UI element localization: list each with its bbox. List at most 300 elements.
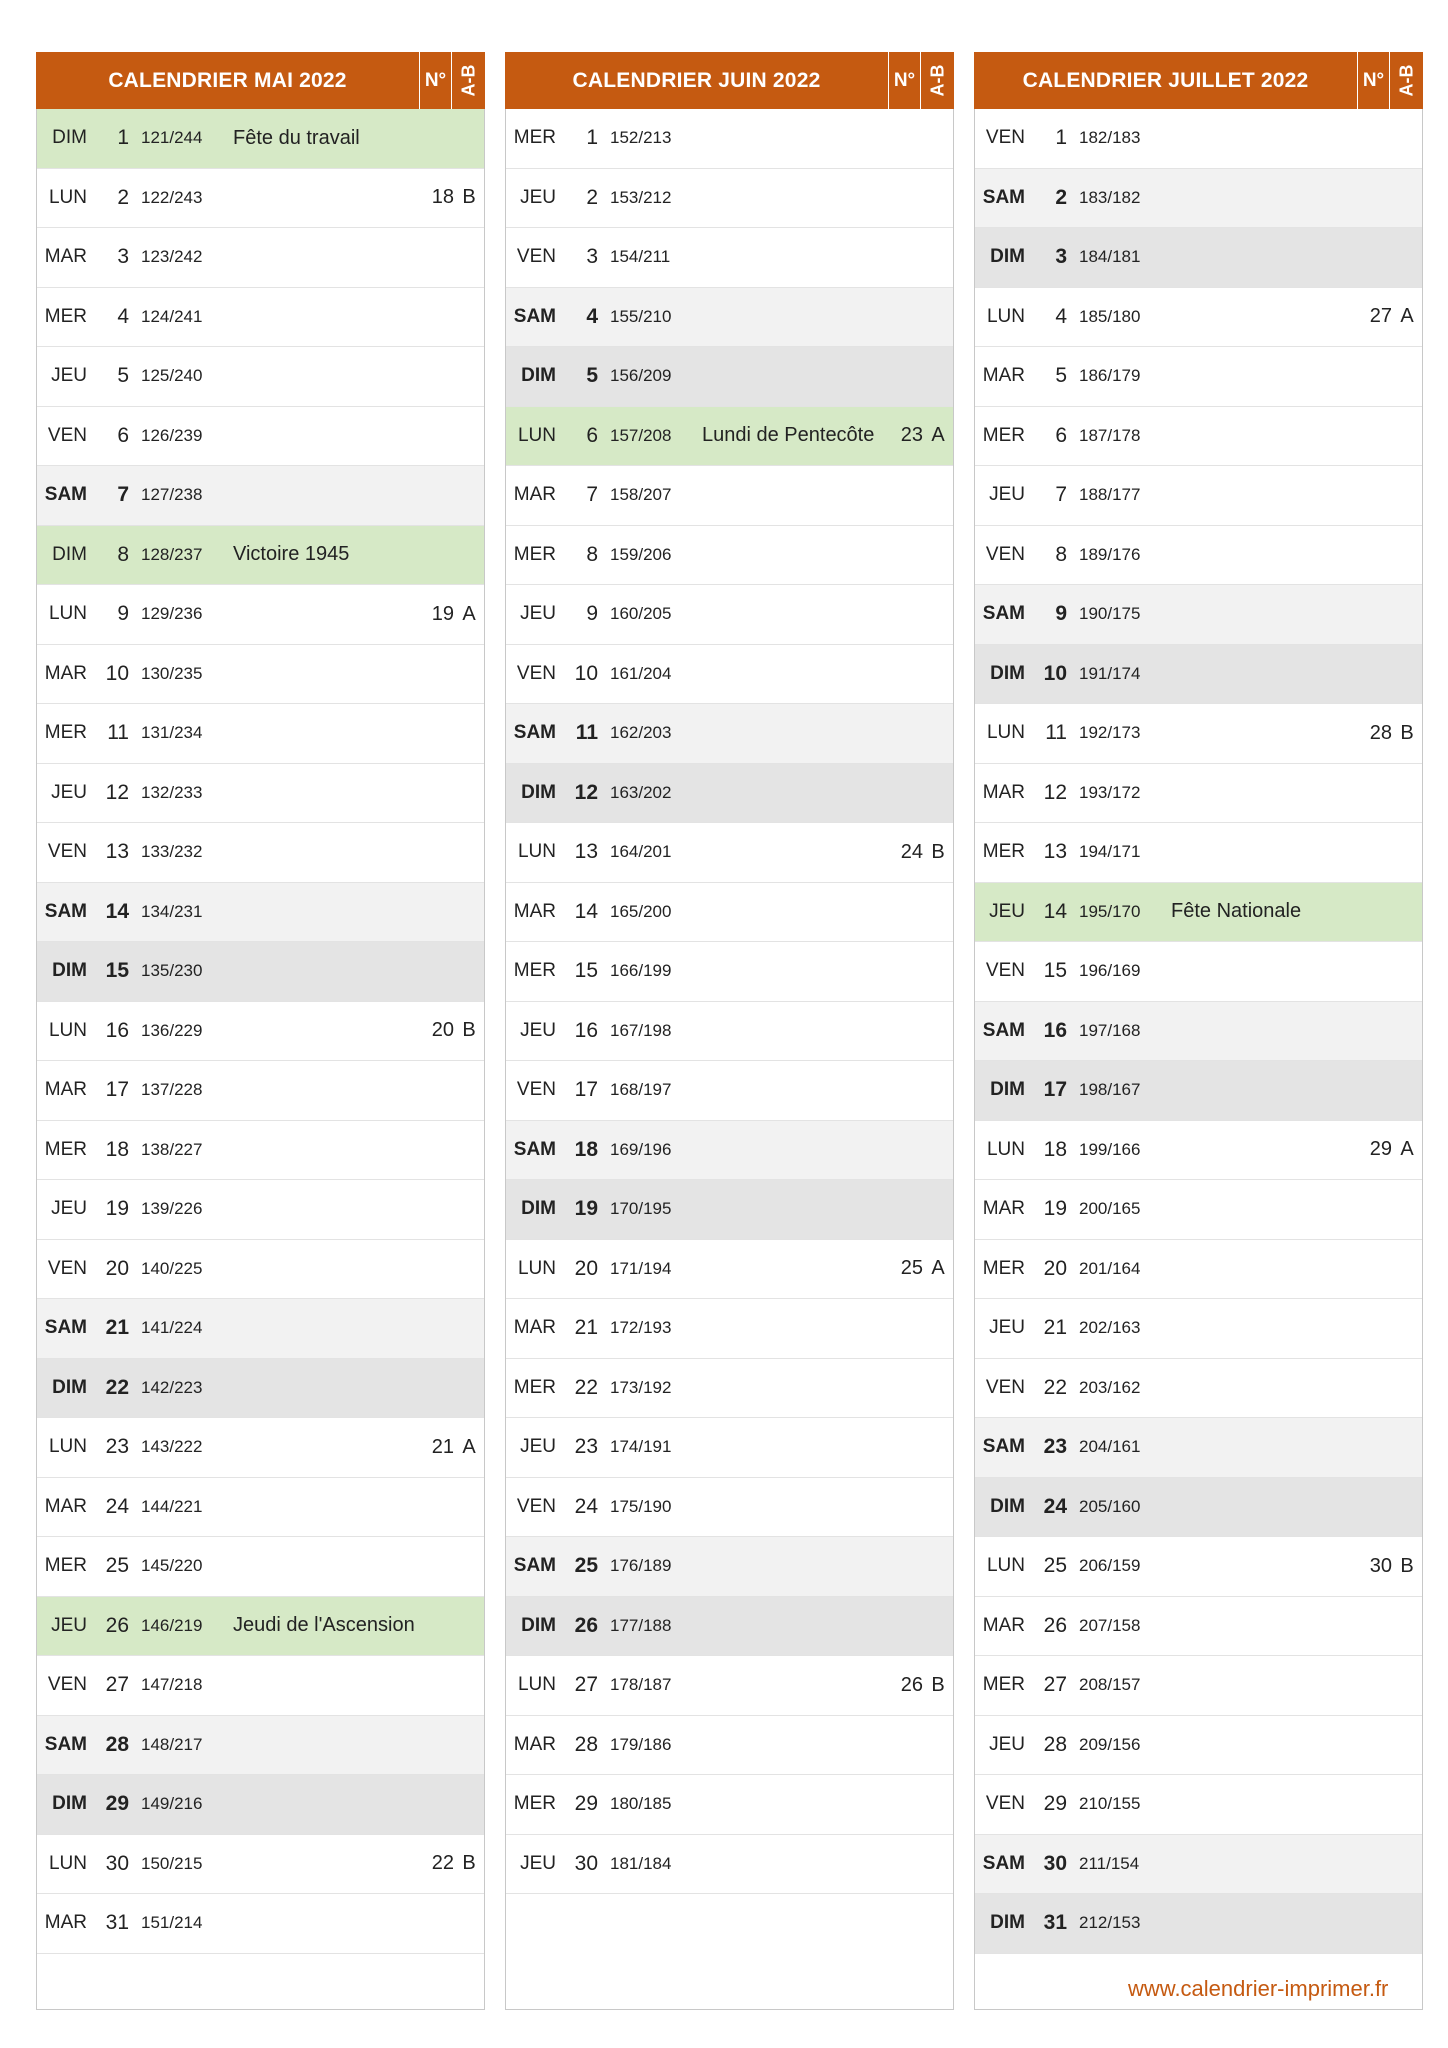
day-number: 3 bbox=[117, 245, 129, 269]
day-number: 3 bbox=[1055, 245, 1067, 269]
weekday-label: JEU bbox=[51, 365, 87, 387]
weekday-label: DIM bbox=[990, 1079, 1025, 1101]
day-number: 13 bbox=[105, 840, 129, 864]
day-number: 8 bbox=[1055, 542, 1067, 566]
month-june bbox=[505, 52, 954, 2010]
day-number: 3 bbox=[586, 245, 598, 269]
day-row bbox=[506, 1537, 953, 1597]
day-of-year: 204/161 bbox=[1079, 1437, 1141, 1457]
weekday-label: SAM bbox=[513, 305, 556, 327]
day-of-year: 150/215 bbox=[141, 1853, 203, 1873]
weekday-label: LUN bbox=[986, 1138, 1025, 1160]
day-row bbox=[975, 1894, 1422, 1954]
week-number: 18 bbox=[431, 186, 454, 209]
day-of-year: 203/162 bbox=[1079, 1377, 1141, 1397]
day-of-year: 180/185 bbox=[610, 1794, 672, 1814]
day-number: 16 bbox=[105, 1018, 129, 1042]
weekday-label: MAR bbox=[44, 246, 87, 268]
day-of-year: 175/190 bbox=[610, 1496, 672, 1516]
weekday-label: LUN bbox=[48, 1019, 87, 1041]
day-of-year: 123/242 bbox=[141, 247, 203, 267]
day-row bbox=[506, 169, 953, 229]
week-number: 28 bbox=[1369, 721, 1392, 744]
ab-week: A bbox=[931, 424, 945, 447]
day-list bbox=[36, 109, 485, 2010]
weekday-label: SAM bbox=[982, 1436, 1025, 1458]
day-of-year: 184/181 bbox=[1079, 247, 1141, 267]
weekday-label: MER bbox=[44, 722, 87, 744]
day-of-year: 121/244 bbox=[141, 128, 203, 148]
weekday-label: DIM bbox=[521, 1614, 556, 1636]
week-number: 26 bbox=[900, 1673, 923, 1696]
weekday-label: JEU bbox=[989, 1317, 1025, 1339]
day-of-year: 127/238 bbox=[141, 485, 203, 505]
month-header bbox=[974, 52, 1423, 109]
ab-week: B bbox=[1400, 721, 1414, 744]
holiday-name: Jeudi de l'Ascension bbox=[233, 1614, 415, 1637]
day-of-year: 147/218 bbox=[141, 1675, 203, 1695]
day-number: 28 bbox=[105, 1732, 129, 1756]
day-of-year: 212/153 bbox=[1079, 1913, 1141, 1933]
weekday-label: MAR bbox=[44, 1912, 87, 1934]
day-of-year: 183/182 bbox=[1079, 187, 1141, 207]
ab-week-header-label: A-B bbox=[458, 64, 478, 97]
day-number: 16 bbox=[1043, 1018, 1067, 1042]
day-number: 17 bbox=[1043, 1078, 1067, 1102]
day-number: 30 bbox=[574, 1851, 598, 1875]
day-number: 28 bbox=[574, 1732, 598, 1756]
ab-week-header bbox=[451, 52, 485, 109]
day-row bbox=[37, 1240, 484, 1300]
day-number: 23 bbox=[105, 1435, 129, 1459]
day-of-year: 209/156 bbox=[1079, 1734, 1141, 1754]
day-row bbox=[506, 1061, 953, 1121]
day-number: 26 bbox=[1043, 1613, 1067, 1637]
day-number: 19 bbox=[574, 1197, 598, 1221]
weekday-label: MAR bbox=[513, 484, 556, 506]
day-of-year: 166/199 bbox=[610, 961, 672, 981]
day-row bbox=[975, 1478, 1422, 1538]
day-row bbox=[506, 1359, 953, 1419]
weekday-label: VEN bbox=[47, 1674, 87, 1696]
day-row bbox=[37, 1061, 484, 1121]
day-row bbox=[506, 823, 953, 883]
weekday-label: JEU bbox=[51, 781, 87, 803]
day-number: 30 bbox=[1043, 1851, 1067, 1875]
day-row bbox=[975, 942, 1422, 1002]
weekday-label: LUN bbox=[517, 1257, 556, 1279]
day-row bbox=[975, 169, 1422, 229]
weekday-label: MER bbox=[513, 543, 556, 565]
weekday-label: JEU bbox=[989, 484, 1025, 506]
day-number: 23 bbox=[574, 1435, 598, 1459]
day-row bbox=[37, 823, 484, 883]
day-of-year: 132/233 bbox=[141, 782, 203, 802]
day-row bbox=[37, 1716, 484, 1776]
weekday-label: SAM bbox=[44, 1733, 87, 1755]
day-number: 24 bbox=[105, 1494, 129, 1518]
day-of-year: 165/200 bbox=[610, 901, 672, 921]
weekday-label: VEN bbox=[516, 1079, 556, 1101]
day-of-year: 197/168 bbox=[1079, 1020, 1141, 1040]
weekday-label: MAR bbox=[513, 900, 556, 922]
weekday-label: DIM bbox=[521, 781, 556, 803]
day-row bbox=[975, 347, 1422, 407]
day-of-year: 186/179 bbox=[1079, 366, 1141, 386]
ab-week-header bbox=[920, 52, 954, 109]
day-number: 8 bbox=[586, 542, 598, 566]
day-row bbox=[506, 1121, 953, 1181]
day-of-year: 205/160 bbox=[1079, 1496, 1141, 1516]
footer-website[interactable]: www.calendrier-imprimer.fr bbox=[1128, 1976, 1389, 2001]
day-of-year: 199/166 bbox=[1079, 1139, 1141, 1159]
day-row bbox=[37, 1180, 484, 1240]
day-number: 4 bbox=[1055, 304, 1067, 328]
day-number: 20 bbox=[105, 1256, 129, 1280]
day-number: 31 bbox=[105, 1911, 129, 1935]
day-of-year: 141/224 bbox=[141, 1318, 203, 1338]
day-number: 9 bbox=[586, 602, 598, 626]
day-row bbox=[37, 288, 484, 348]
holiday-name: Fête Nationale bbox=[1171, 900, 1302, 923]
day-row bbox=[975, 645, 1422, 705]
day-row bbox=[37, 228, 484, 288]
day-of-year: 137/228 bbox=[141, 1080, 203, 1100]
day-row bbox=[37, 407, 484, 467]
day-of-year: 125/240 bbox=[141, 366, 203, 386]
day-of-year: 196/169 bbox=[1079, 961, 1141, 981]
day-row bbox=[37, 585, 484, 645]
weekday-label: VEN bbox=[985, 1376, 1025, 1398]
weekday-label: VEN bbox=[47, 1257, 87, 1279]
day-row bbox=[506, 704, 953, 764]
day-of-year: 145/220 bbox=[141, 1556, 203, 1576]
day-row bbox=[975, 1835, 1422, 1895]
day-of-year: 185/180 bbox=[1079, 306, 1141, 326]
day-number: 29 bbox=[1043, 1792, 1067, 1816]
day-of-year: 189/176 bbox=[1079, 544, 1141, 564]
weekday-label: VEN bbox=[985, 127, 1025, 149]
weekday-label: LUN bbox=[986, 722, 1025, 744]
weekday-label: MAR bbox=[44, 662, 87, 684]
day-row bbox=[506, 585, 953, 645]
week-number: 19 bbox=[431, 602, 454, 625]
day-number: 15 bbox=[105, 959, 129, 983]
week-number: 20 bbox=[431, 1019, 454, 1042]
holiday-name: Fête du travail bbox=[233, 126, 360, 149]
day-number: 12 bbox=[574, 780, 598, 804]
weekday-label: DIM bbox=[990, 246, 1025, 268]
weekday-label: MAR bbox=[44, 1495, 87, 1517]
day-number: 27 bbox=[574, 1673, 598, 1697]
day-row bbox=[37, 526, 484, 586]
day-row bbox=[975, 466, 1422, 526]
day-row bbox=[37, 1002, 484, 1062]
day-of-year: 152/213 bbox=[610, 128, 672, 148]
day-of-year: 210/155 bbox=[1079, 1794, 1141, 1814]
day-row bbox=[975, 1299, 1422, 1359]
weekday-label: JEU bbox=[520, 186, 556, 208]
week-number: 22 bbox=[431, 1852, 454, 1875]
week-number: 25 bbox=[900, 1257, 923, 1280]
day-row bbox=[37, 466, 484, 526]
day-row bbox=[975, 1418, 1422, 1478]
day-number: 11 bbox=[107, 721, 129, 745]
day-number: 19 bbox=[1043, 1197, 1067, 1221]
day-row bbox=[506, 347, 953, 407]
day-number: 11 bbox=[1045, 721, 1067, 745]
ab-week-header-label: A-B bbox=[927, 64, 947, 97]
day-number: 29 bbox=[105, 1792, 129, 1816]
day-number: 27 bbox=[1043, 1673, 1067, 1697]
day-of-year: 194/171 bbox=[1079, 842, 1141, 862]
day-row bbox=[506, 645, 953, 705]
day-row bbox=[506, 1478, 953, 1538]
weekday-label: LUN bbox=[986, 305, 1025, 327]
day-row bbox=[506, 1835, 953, 1895]
weekday-label: LUN bbox=[48, 186, 87, 208]
day-number: 26 bbox=[105, 1613, 129, 1637]
weekday-label: MER bbox=[44, 305, 87, 327]
weekday-label: DIM bbox=[990, 662, 1025, 684]
day-number: 21 bbox=[105, 1316, 129, 1340]
day-row bbox=[975, 1121, 1422, 1181]
day-list bbox=[505, 109, 954, 2010]
day-number: 19 bbox=[105, 1197, 129, 1221]
day-of-year: 151/214 bbox=[141, 1913, 203, 1933]
weekday-label: MAR bbox=[44, 1079, 87, 1101]
day-row bbox=[975, 1716, 1422, 1776]
week-number: 23 bbox=[900, 424, 923, 447]
day-number: 14 bbox=[574, 899, 598, 923]
weekday-label: VEN bbox=[47, 424, 87, 446]
day-number: 1 bbox=[586, 126, 598, 150]
day-row bbox=[975, 823, 1422, 883]
week-number-header: N° bbox=[1357, 52, 1389, 109]
weekday-label: JEU bbox=[520, 1852, 556, 1874]
day-of-year: 126/239 bbox=[141, 425, 203, 445]
weekday-label: MAR bbox=[982, 781, 1025, 803]
weekday-label: SAM bbox=[44, 484, 87, 506]
day-of-year: 191/174 bbox=[1079, 663, 1141, 683]
day-row bbox=[506, 764, 953, 824]
day-of-year: 169/196 bbox=[610, 1139, 672, 1159]
ab-week: B bbox=[931, 840, 945, 863]
day-number: 10 bbox=[574, 661, 598, 685]
weekday-label: DIM bbox=[990, 1912, 1025, 1934]
day-row bbox=[37, 645, 484, 705]
day-row bbox=[37, 1537, 484, 1597]
day-row bbox=[975, 228, 1422, 288]
day-row bbox=[975, 1180, 1422, 1240]
day-row bbox=[506, 407, 953, 467]
day-row bbox=[37, 883, 484, 943]
ab-week: A bbox=[462, 602, 476, 625]
weekday-label: MAR bbox=[513, 1733, 556, 1755]
day-number: 17 bbox=[105, 1078, 129, 1102]
day-of-year: 193/172 bbox=[1079, 782, 1141, 802]
weekday-label: MER bbox=[513, 960, 556, 982]
day-of-year: 198/167 bbox=[1079, 1080, 1141, 1100]
weekday-label: MER bbox=[982, 1674, 1025, 1696]
day-number: 4 bbox=[117, 304, 129, 328]
weekday-label: LUN bbox=[517, 841, 556, 863]
day-row bbox=[37, 942, 484, 1002]
day-number: 14 bbox=[1043, 899, 1067, 923]
day-number: 13 bbox=[1043, 840, 1067, 864]
day-row bbox=[506, 1597, 953, 1657]
day-row bbox=[975, 526, 1422, 586]
day-row bbox=[975, 585, 1422, 645]
day-number: 20 bbox=[1043, 1256, 1067, 1280]
day-of-year: 144/221 bbox=[141, 1496, 203, 1516]
day-row bbox=[506, 526, 953, 586]
day-number: 27 bbox=[105, 1673, 129, 1697]
day-of-year: 182/183 bbox=[1079, 128, 1141, 148]
day-of-year: 164/201 bbox=[610, 842, 672, 862]
day-number: 15 bbox=[574, 959, 598, 983]
day-row bbox=[975, 288, 1422, 348]
weekday-label: JEU bbox=[989, 900, 1025, 922]
weekday-label: VEN bbox=[47, 841, 87, 863]
weekday-label: VEN bbox=[516, 1495, 556, 1517]
day-number: 2 bbox=[586, 185, 598, 209]
weekday-label: JEU bbox=[51, 1198, 87, 1220]
day-number: 1 bbox=[117, 126, 129, 150]
day-row bbox=[506, 883, 953, 943]
day-of-year: 211/154 bbox=[1079, 1853, 1140, 1873]
day-row bbox=[506, 288, 953, 348]
day-row bbox=[506, 228, 953, 288]
day-row bbox=[37, 764, 484, 824]
day-row bbox=[37, 1418, 484, 1478]
month-title: CALENDRIER JUIN 2022 bbox=[572, 68, 821, 92]
day-of-year: 153/212 bbox=[610, 187, 672, 207]
day-row bbox=[506, 1716, 953, 1776]
day-number: 25 bbox=[574, 1554, 598, 1578]
day-number: 18 bbox=[574, 1137, 598, 1161]
day-of-year: 187/178 bbox=[1079, 425, 1141, 445]
weekday-label: MAR bbox=[982, 1614, 1025, 1636]
day-number: 6 bbox=[117, 423, 129, 447]
day-row bbox=[975, 109, 1422, 169]
day-row bbox=[506, 109, 953, 169]
day-row bbox=[37, 704, 484, 764]
day-of-year: 167/198 bbox=[610, 1020, 672, 1040]
day-of-year: 131/234 bbox=[141, 723, 203, 743]
weekday-label: SAM bbox=[513, 1555, 556, 1577]
day-row bbox=[506, 1775, 953, 1835]
day-row bbox=[37, 1478, 484, 1538]
day-of-year: 190/175 bbox=[1079, 604, 1141, 624]
day-of-year: 155/210 bbox=[610, 306, 672, 326]
day-of-year: 128/237 bbox=[141, 544, 203, 564]
weekday-label: VEN bbox=[985, 960, 1025, 982]
day-of-year: 163/202 bbox=[610, 782, 672, 802]
day-number: 18 bbox=[105, 1137, 129, 1161]
day-row bbox=[37, 1121, 484, 1181]
day-row bbox=[37, 109, 484, 169]
day-row bbox=[975, 1656, 1422, 1716]
day-number: 24 bbox=[1043, 1494, 1067, 1518]
day-row bbox=[37, 347, 484, 407]
weekday-label: SAM bbox=[513, 722, 556, 744]
month-header bbox=[505, 52, 954, 109]
day-of-year: 207/158 bbox=[1079, 1615, 1141, 1635]
day-of-year: 174/191 bbox=[610, 1437, 672, 1457]
day-number: 4 bbox=[586, 304, 598, 328]
day-row bbox=[506, 1299, 953, 1359]
day-of-year: 129/236 bbox=[141, 604, 203, 624]
day-row bbox=[506, 1656, 953, 1716]
day-number: 5 bbox=[117, 364, 129, 388]
day-of-year: 161/204 bbox=[610, 663, 672, 683]
month-title: CALENDRIER JUILLET 2022 bbox=[1022, 68, 1309, 92]
day-row bbox=[975, 407, 1422, 467]
day-row bbox=[37, 1359, 484, 1419]
weekday-label: JEU bbox=[520, 1019, 556, 1041]
day-row bbox=[975, 764, 1422, 824]
day-row bbox=[506, 1180, 953, 1240]
weekday-label: VEN bbox=[516, 246, 556, 268]
day-number: 22 bbox=[1043, 1375, 1067, 1399]
day-of-year: 135/230 bbox=[141, 961, 203, 981]
weekday-label: DIM bbox=[521, 1198, 556, 1220]
weekday-label: DIM bbox=[52, 1376, 87, 1398]
day-number: 21 bbox=[574, 1316, 598, 1340]
day-number: 16 bbox=[574, 1018, 598, 1042]
holiday-name: Victoire 1945 bbox=[233, 543, 350, 566]
weekday-label: MER bbox=[44, 1555, 87, 1577]
day-number: 2 bbox=[1055, 185, 1067, 209]
day-number: 22 bbox=[574, 1375, 598, 1399]
ab-week: B bbox=[462, 1852, 476, 1875]
ab-week: A bbox=[1400, 1138, 1414, 1161]
day-number: 5 bbox=[1055, 364, 1067, 388]
weekday-label: MER bbox=[513, 127, 556, 149]
day-of-year: 122/243 bbox=[141, 187, 203, 207]
weekday-label: MAR bbox=[982, 1198, 1025, 1220]
day-of-year: 142/223 bbox=[141, 1377, 203, 1397]
day-of-year: 201/164 bbox=[1079, 1258, 1141, 1278]
day-row bbox=[975, 704, 1422, 764]
weekday-label: SAM bbox=[982, 186, 1025, 208]
weekday-label: DIM bbox=[990, 1495, 1025, 1517]
weekday-label: JEU bbox=[520, 1436, 556, 1458]
day-number: 30 bbox=[105, 1851, 129, 1875]
weekday-label: SAM bbox=[982, 1852, 1025, 1874]
day-row bbox=[506, 1002, 953, 1062]
day-row bbox=[975, 1359, 1422, 1419]
day-row bbox=[37, 1835, 484, 1895]
day-number: 12 bbox=[1043, 780, 1067, 804]
week-number: 29 bbox=[1369, 1138, 1392, 1161]
day-of-year: 143/222 bbox=[141, 1437, 203, 1457]
ab-week: B bbox=[462, 186, 476, 209]
day-of-year: 162/203 bbox=[610, 723, 672, 743]
day-of-year: 124/241 bbox=[141, 306, 203, 326]
day-number: 10 bbox=[105, 661, 129, 685]
day-of-year: 140/225 bbox=[141, 1258, 203, 1278]
day-of-year: 139/226 bbox=[141, 1199, 203, 1219]
day-number: 15 bbox=[1043, 959, 1067, 983]
day-row bbox=[975, 883, 1422, 943]
day-of-year: 148/217 bbox=[141, 1734, 203, 1754]
weekday-label: VEN bbox=[516, 662, 556, 684]
day-row bbox=[37, 1894, 484, 1954]
day-row bbox=[975, 1002, 1422, 1062]
weekday-label: DIM bbox=[52, 1793, 87, 1815]
